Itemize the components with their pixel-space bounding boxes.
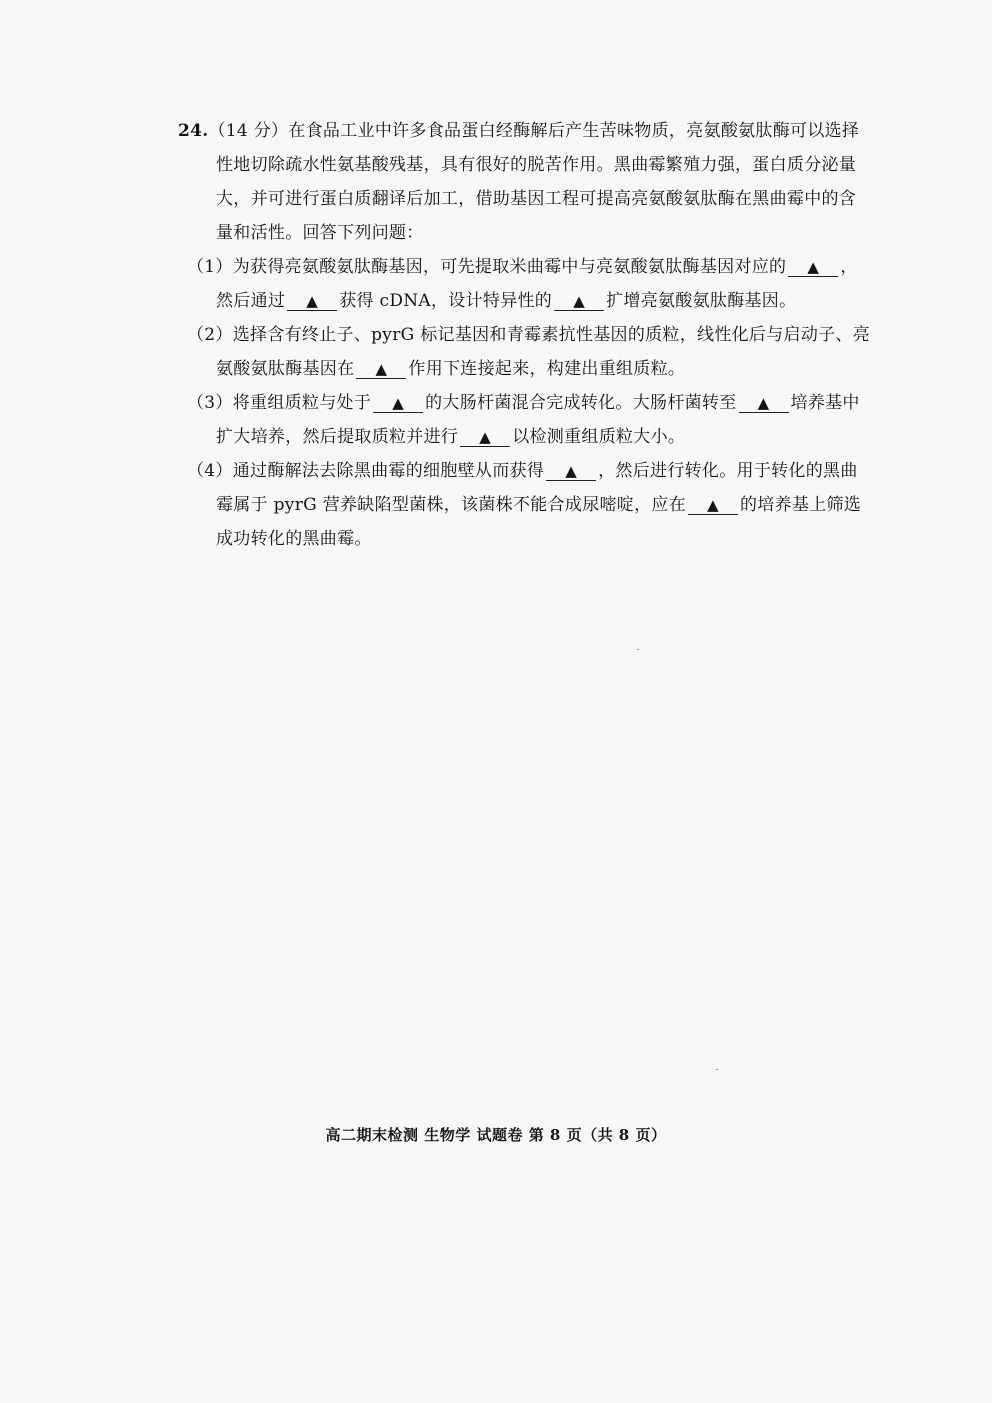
answer-blank[interactable] (554, 292, 604, 311)
answer-blank[interactable] (688, 496, 738, 515)
part-4-label: （4） (187, 461, 233, 481)
triangle-marker-icon: ▲ (565, 462, 578, 480)
question-intro-line-1: 24.（14 分）在食品工业中许多食品蛋白经酶解后产生苦味物质，亮氨酸氨肽酶可以选择 (178, 121, 860, 141)
answer-blank[interactable] (356, 360, 406, 379)
answer-blank[interactable] (460, 428, 510, 447)
page-footer: 高二期末检测 生物学 试题卷 第 8 页（共 8 页） (325, 1126, 667, 1144)
question-intro-line-4: 量和活性。回答下列问题： (216, 223, 424, 243)
triangle-marker-icon: ▲ (757, 394, 770, 412)
part-4-line-2: 霉属于 pyrG 营养缺陷型菌株，该菌株不能合成尿嘧啶，应在 ▲ 的培养基上筛选 (216, 495, 862, 515)
scan-speck (637, 649, 639, 650)
scan-speck (716, 1069, 718, 1070)
answer-blank[interactable] (546, 462, 596, 481)
part-4-line-1: （4）通过酶解法去除黑曲霉的细胞壁从而获得 ▲ ，然后进行转化。用于转化的黑曲 (187, 461, 858, 481)
triangle-marker-icon: ▲ (573, 292, 586, 310)
answer-blank[interactable] (788, 258, 838, 277)
triangle-marker-icon: ▲ (707, 496, 719, 514)
answer-blank[interactable] (373, 394, 423, 413)
question-intro-line-3: 大，并可进行蛋白质翻译后加工，借助基因工程可提高亮氨酸氨肽酶在黑曲霉中的含 (216, 189, 857, 209)
part-2-label: （2） (187, 325, 233, 345)
question-number: 24. (178, 121, 209, 141)
answer-blank[interactable] (287, 292, 337, 311)
part-1-label: （1） (187, 257, 233, 277)
part-2-line-2: 氨酸氨肽酶基因在 ▲ 作用下连接起来，构建出重组质粒。 (216, 359, 686, 379)
part-3-line-2: 扩大培养，然后提取质粒并进行 ▲ 以检测重组质粒大小。 (216, 427, 686, 447)
triangle-marker-icon: ▲ (306, 292, 319, 310)
triangle-marker-icon: ▲ (392, 394, 405, 412)
triangle-marker-icon: ▲ (807, 258, 820, 276)
part-1-line-2: 然后通过 ▲ 获得 cDNA，设计特异性的 ▲ 扩增亮氨酸氨肽酶基因。 (216, 291, 797, 311)
part-3-label: （3） (187, 393, 233, 413)
part-3-line-1: （3）将重组质粒与处于 ▲ 的大肠杆菌混合完成转化。大肠杆菌转至 ▲ 培养基中 (187, 393, 860, 413)
answer-blank[interactable] (739, 394, 789, 413)
triangle-marker-icon: ▲ (375, 360, 388, 378)
triangle-marker-icon: ▲ (479, 428, 492, 446)
part-1-line-1: （1）为获得亮氨酸氨肽酶基因，可先提取米曲霉中与亮氨酸氨肽酶基因对应的 ▲ ， (187, 257, 858, 277)
part-4-line-3: 成功转化的黑曲霉。 (216, 529, 372, 549)
question-intro-line-2: 性地切除疏水性氨基酸残基，具有很好的脱苦作用。黑曲霉繁殖力强，蛋白质分泌量 (216, 155, 857, 175)
part-2-line-1: （2）选择含有终止子、pyrG 标记基因和青霉素抗性基因的质粒，线性化后与启动子、亮 (187, 325, 871, 345)
